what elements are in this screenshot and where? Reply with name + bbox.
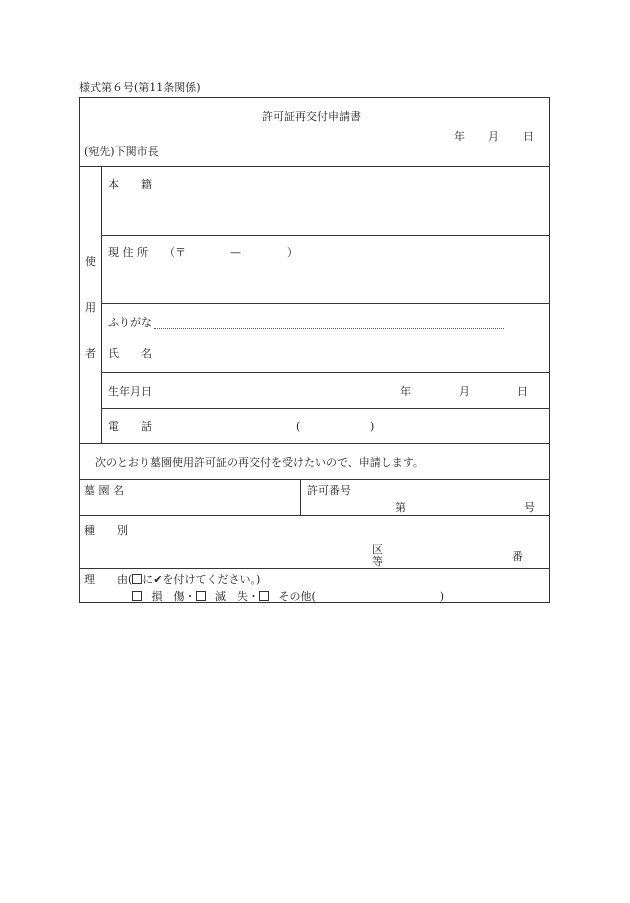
divider-honseki [101,235,550,236]
type-to-label: 等 [372,555,383,568]
option-damage-label: 損 傷・ [151,590,196,603]
birth-day-label: 日 [517,385,528,398]
reason-options [132,591,444,602]
phone-open: ( [296,420,301,433]
reason-label-ri: 理 [84,573,95,586]
application-statement: 次のとおり墓園使用許可証の再交付を受けたいので、申請します。 [95,456,424,469]
postal-open: （〒 [164,246,186,259]
applicant-column-divider [101,166,102,443]
option-other-label: その他( [278,590,316,603]
checkmark-icon: ✔ [153,573,163,586]
permit-number-label: 許可番号 [307,484,351,497]
addressee: (宛先)下関市長 [84,145,159,158]
applicant-label-char-2: 用 [85,301,96,314]
form-number-label: 様式第６号(第11条関係) [79,81,201,94]
permit-go-label: 号 [524,501,535,514]
form-title: 許可証再交付申請書 [262,110,361,123]
reason-label-rest: を付けてください。) [162,573,261,586]
address-label: 現 住 所 [108,246,148,259]
date-day-label: 日 [523,130,534,143]
divider-cemetery [79,515,550,516]
postal-close: ） [287,246,298,259]
option-other-close: ) [439,590,445,603]
permit-dai-label: 第 [395,501,406,514]
furigana-label: ふりがな [108,316,152,329]
option-lost-label: 滅 失・ [215,590,259,603]
birth-month-label: 月 [459,385,470,398]
name-label: 氏 名 [108,347,152,360]
divider-birth [101,408,550,409]
date-year-label: 年 [454,130,465,143]
reason-label [84,574,260,585]
date-month-label: 月 [488,130,499,143]
postal-dash: — [230,246,241,259]
cemetery-name-label: 墓 園 名 [84,484,124,497]
honseki-label: 本 籍 [108,178,152,191]
divider-address [101,303,550,304]
divider-name [101,372,550,373]
reason-label-yu: 由( [117,573,133,586]
birth-date-label: 生年月日 [108,385,152,398]
birth-year-label: 年 [400,385,411,398]
phone-close: ) [370,420,375,433]
furigana-dotted-line [154,328,504,329]
type-label: 種 別 [84,524,128,537]
divider-header [79,166,550,167]
checkbox-other[interactable] [259,591,269,601]
checkbox-lost[interactable] [196,591,206,601]
type-ku-label: 区 [372,543,383,556]
applicant-label-char-3: 者 [85,347,96,360]
checkbox-sample-icon [132,574,142,584]
divider-statement [79,479,550,480]
divider-applicant [79,443,550,444]
type-ban-label: 番 [512,550,523,563]
reason-label-ni: に [142,573,154,586]
divider-type [79,568,550,569]
applicant-label-char-1: 使 [85,255,96,268]
checkbox-damage[interactable] [132,591,142,601]
cemetery-column-divider [300,479,301,515]
phone-label: 電 話 [108,420,152,433]
